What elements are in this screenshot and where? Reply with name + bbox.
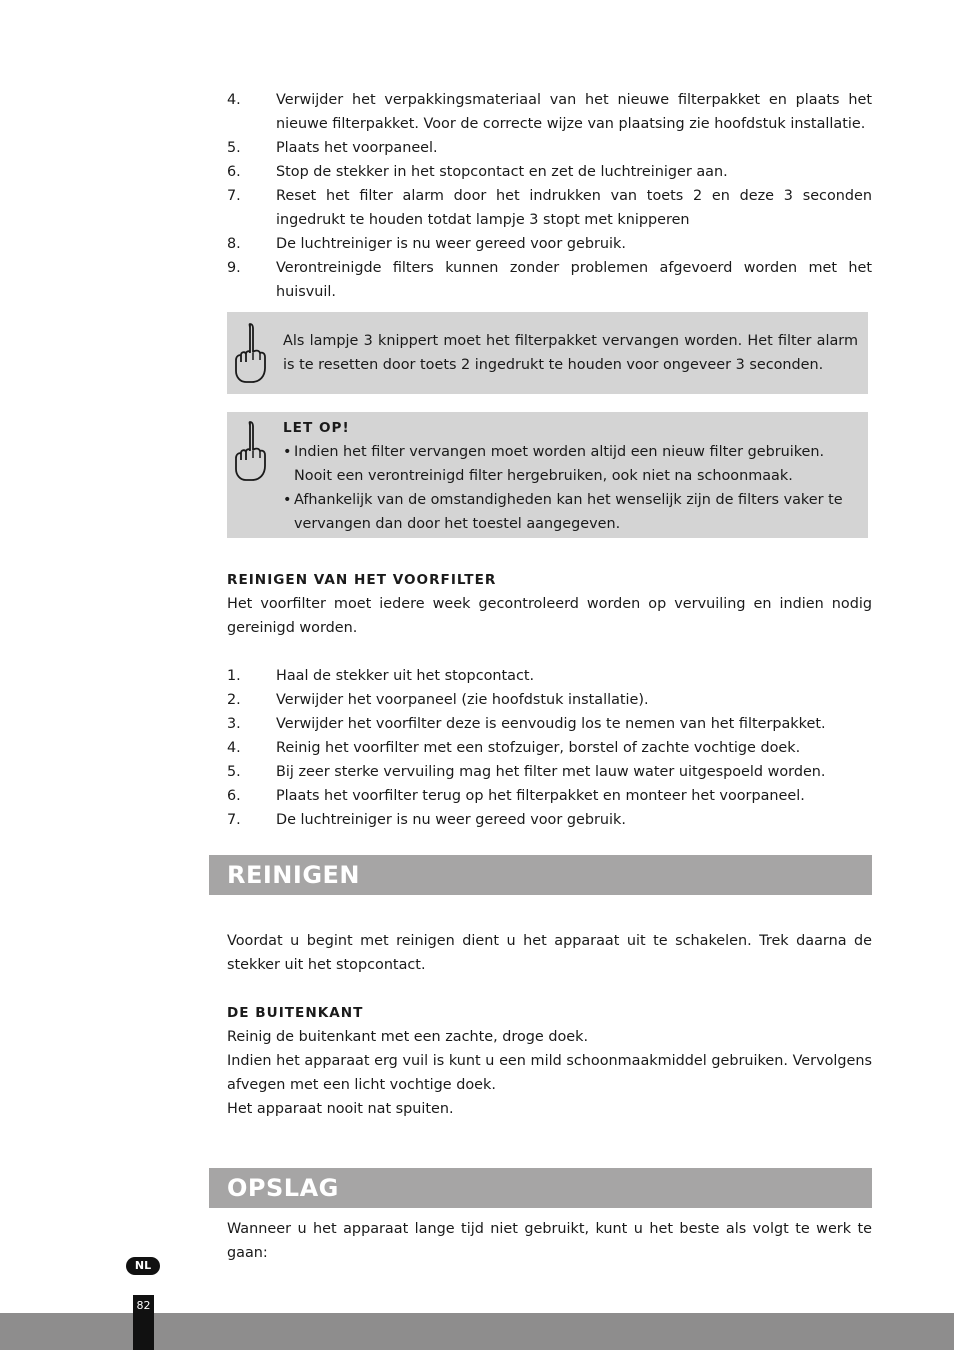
step-number: 2.	[227, 692, 241, 708]
list-item	[227, 664, 872, 688]
step-text: Verwijder het voorfilter deze is eenvoudig los te nemen van het filterpakket.	[276, 716, 826, 732]
note-bullets	[283, 440, 858, 536]
step-text: De luchtreiniger is nu weer gereed voor gebruik.	[276, 812, 626, 828]
list-item	[227, 760, 872, 784]
storage-section	[227, 1217, 872, 1265]
exterior-line: Het apparaat nooit nat spuiten.	[227, 1101, 454, 1117]
exterior-line: Reinig de buitenkant met een zachte, droge doek.	[227, 1029, 589, 1045]
list-item	[227, 784, 872, 808]
step-text: Stop de stekker in het stopcontact en zet de luchtreiniger aan.	[276, 164, 728, 180]
info-note	[227, 312, 868, 394]
step-text: Haal de stekker uit het stopcontact.	[276, 668, 535, 684]
step-number: 3.	[227, 716, 241, 732]
step-text: Verwijder het verpakkingsmateriaal van het nieuwe filterpakket en plaats het nieuwe filterpakket. Voor de correcte wijze van plaatsing zie hoofdstuk installatie.	[276, 92, 872, 132]
exterior-line: Indien het apparaat erg vuil is kunt u een mild schoonmaakmiddel gebruiken. Vervolgens afvegen met een licht vochtige doek.	[227, 1053, 872, 1093]
exterior-heading: DE BUITENKANT	[227, 1005, 364, 1021]
list-item	[227, 136, 872, 160]
list-item	[227, 184, 872, 232]
cleaning-section	[227, 929, 872, 1121]
step-number: 4.	[227, 92, 241, 108]
step-text: Verontreinigde filters kunnen zonder problemen afgevoerd worden met het huisvuil.	[276, 260, 872, 300]
step-number: 5.	[227, 764, 241, 780]
bullet-item: • Afhankelijk van de omstandigheden kan het wenselijk zijn de filters vaker te vervangen dan door het toestel aangegeven.	[283, 488, 858, 536]
step-number: 7.	[227, 188, 241, 204]
list-item	[227, 88, 872, 136]
step-text: Reinig het voorfilter met een stofzuiger, borstel of zachte vochtige doek.	[276, 740, 801, 756]
cleaning-intro: Voordat u begint met reinigen dient u het apparaat uit te schakelen. Trek daarna de stekker uit het stopcontact.	[227, 933, 872, 973]
prefilter-step-list	[227, 664, 872, 832]
prefilter-section	[227, 568, 872, 832]
step-number: 5.	[227, 140, 241, 156]
page-number: 82	[133, 1295, 154, 1350]
step-text: Plaats het voorfilter terug op het filterpakket en monteer het voorpaneel.	[276, 788, 805, 804]
language-badge: NL	[126, 1257, 160, 1275]
step-list	[227, 88, 872, 304]
step-number: 4.	[227, 740, 241, 756]
step-number: 6.	[227, 164, 241, 180]
step-text: De luchtreiniger is nu weer gereed voor gebruik.	[276, 236, 626, 252]
step-text: Verwijder het voorpaneel (zie hoofdstuk installatie).	[276, 692, 649, 708]
pointing-hand-icon	[233, 420, 267, 482]
list-item	[227, 712, 872, 736]
note-text: Als lampje 3 knippert moet het filterpakket vervangen worden. Het filter alarm is te resetten door toets 2 ingedrukt te houden voor ongeveer 3 seconden.	[283, 333, 858, 373]
bullet-item: • Indien het filter vervangen moet worden altijd een nieuw filter gebruiken. Nooit een verontreinigd filter hergebruiken, ook niet na schoonmaak.	[283, 440, 858, 488]
list-item	[227, 736, 872, 760]
note-title: LET OP!	[283, 420, 350, 436]
step-number: 1.	[227, 668, 241, 684]
step-number: 6.	[227, 788, 241, 804]
step-number: 9.	[227, 260, 241, 276]
section-bar-opslag	[209, 1168, 872, 1208]
pointing-hand-icon	[233, 322, 267, 384]
section-title: REINIGEN	[227, 861, 360, 889]
replace-filter-steps	[227, 88, 872, 304]
list-item	[227, 688, 872, 712]
warning-note	[227, 412, 868, 538]
step-text: Plaats het voorpaneel.	[276, 140, 438, 156]
storage-intro: Wanneer u het apparaat lange tijd niet gebruikt, kunt u het beste als volgt te werk te gaan:	[227, 1221, 872, 1261]
list-item	[227, 256, 872, 304]
step-text: Reset het filter alarm door het indrukken van toets 2 en deze 3 seconden ingedrukt te houden totdat lampje 3 stopt met knipperen	[276, 188, 872, 228]
list-item	[227, 160, 872, 184]
list-item	[227, 232, 872, 256]
prefilter-heading: REINIGEN VAN HET VOORFILTER	[227, 572, 497, 588]
section-title: OPSLAG	[227, 1174, 339, 1202]
step-number: 8.	[227, 236, 241, 252]
list-item	[227, 808, 872, 832]
step-text: Bij zeer sterke vervuiling mag het filter met lauw water uitgespoeld worden.	[276, 764, 826, 780]
section-bar-reinigen	[209, 855, 872, 895]
prefilter-intro: Het voorfilter moet iedere week gecontroleerd worden op vervuiling en indien nodig gereinigd worden.	[227, 596, 872, 636]
step-number: 7.	[227, 812, 241, 828]
